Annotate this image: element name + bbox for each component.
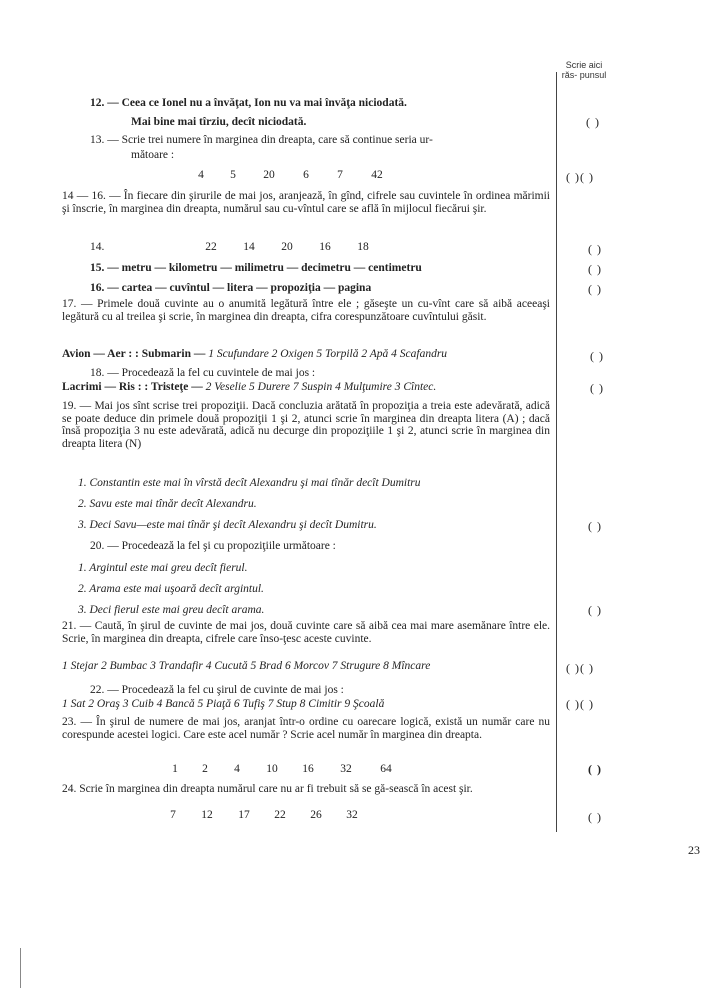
series-number: 4 xyxy=(234,763,240,775)
answer-slot-16[interactable]: ( ) xyxy=(588,282,602,296)
series-number: 7 xyxy=(170,809,176,821)
answer-slot-21[interactable]: ( )( ) xyxy=(566,661,594,675)
answer-slot-13[interactable]: ( )( ) xyxy=(566,170,594,184)
series-number: 26 xyxy=(310,809,322,821)
question-12: 12. — Ceea ce Ionel nu a învăţat, Ion nu va mai învăţa niciodată. xyxy=(90,97,407,109)
series-number: 7 xyxy=(337,169,343,181)
series-number: 64 xyxy=(380,763,392,775)
series-number: 22 xyxy=(274,809,286,821)
series-number: 5 xyxy=(230,169,236,181)
series-number: 32 xyxy=(340,763,352,775)
question-18: 18. — Procedează la fel cu cuvintele de mai jos : xyxy=(90,367,316,379)
question-22: 22. — Procedează la fel cu şirul de cuvinte de mai jos : xyxy=(90,684,344,696)
series-number: 42 xyxy=(371,169,383,181)
question-14-series xyxy=(192,240,382,254)
question-15: 15. — metru — kilometru — milimetru — decimetru — centimetru xyxy=(90,262,422,274)
series-number: 32 xyxy=(346,809,358,821)
analogy-options: 1 Scufundare 2 Oxigen 5 Torpilă 2 Apă 4 Scafandru xyxy=(208,348,448,360)
answer-slot-23[interactable]: ( ) xyxy=(588,762,602,776)
question-18-analogy xyxy=(62,380,436,394)
analogy-options: 2 Veselie 5 Durere 7 Suspin 4 Mulţumire 3 Cîntec. xyxy=(205,381,437,393)
question-24-series xyxy=(158,808,370,822)
series-number: 10 xyxy=(266,763,278,775)
question-19-statement-1: 1. Constantin este mai în vîrstă decît Alexandru şi mai tînăr decît Dumitru xyxy=(78,477,421,489)
answer-slot-15[interactable]: ( ) xyxy=(588,262,602,276)
question-20-statement-2: 2. Arama este mai uşoară decît argintul. xyxy=(78,583,264,595)
answer-slot-19[interactable]: ( ) xyxy=(588,519,602,533)
question-19-instructions: 19. — Mai jos sînt scrise trei propoziţii. Dacă concluzia arătată în propoziţia a treia este adevărată, adică se poate deduce din primele două propoziţii 1 şi 2, atunci scrie în marginea din dreapta litera (A) ; dacă însă propoziţia 3 nu este adevărată, adică nu decurge din propoziţiile 1 şi 2, atunci scrie în marginea din dreapta litera (N) xyxy=(62,400,550,450)
question-13-line2: mătoare : xyxy=(131,149,175,161)
question-21-instructions: 21. — Caută, în şirul de cuvinte de mai jos, două cuvinte care să aibă cea mai mare asemănare între ele. Scrie, în marginea din dreapta, cifrele care înso-ţesc aceste cuvinte. xyxy=(62,620,550,645)
series-number: 18 xyxy=(357,241,369,253)
series-number: 16 xyxy=(319,241,331,253)
series-number: 4 xyxy=(198,169,204,181)
question-20-statement-3: 3. Deci fierul este mai greu decît arama. xyxy=(78,604,265,616)
answer-column-header: Scrie aici răs- punsul xyxy=(561,60,607,80)
question-21-words: 1 Stejar 2 Bumbac 3 Trandafir 4 Cucută 5 Brad 6 Morcov 7 Strugure 8 Mîncare xyxy=(62,660,431,672)
answer-slot-20[interactable]: ( ) xyxy=(588,603,602,617)
question-23-series xyxy=(160,762,406,776)
question-20-statement-1: 1. Argintul este mai greu decît fierul. xyxy=(78,562,248,574)
answer-slot-18[interactable]: ( ) xyxy=(590,381,604,395)
series-number: 12 xyxy=(201,809,213,821)
series-number: 14 xyxy=(243,241,255,253)
question-24-instructions: 24. Scrie în marginea din dreapta numărul care nu ar fi trebuit să se gă-sească în acest şir. xyxy=(62,783,473,795)
question-12-proverb: Mai bine mai tîrziu, decît niciodată. xyxy=(131,116,307,128)
question-22-words: 1 Sat 2 Oraş 3 Cuib 4 Bancă 5 Piaţă 6 Tufiş 7 Stup 8 Cimitir 9 Şcoală xyxy=(62,698,385,710)
series-number: 20 xyxy=(263,169,275,181)
page-number: 23 xyxy=(688,843,700,857)
answer-slot-22[interactable]: ( )( ) xyxy=(566,697,594,711)
series-number: 1 xyxy=(172,763,178,775)
question-14-16-instructions: 14 — 16. — În fiecare din şirurile de mai jos, aranjează, în gînd, cifrele sau cuvintele în ordinea mărimii şi înscrie, în marginea din dreapta, numărul sau cu-vîntul care se află în mijlocul fiecărui şir. xyxy=(62,190,550,215)
analogy-lead: Lacrimi — Ris : : Tristeţe — xyxy=(62,381,203,393)
question-23-instructions: 23. — În şirul de numere de mai jos, aranjat într-o ordine cu oarecare logică, există un număr care nu corespunde acestei logici. Care este acel număr ? Scrie acel număr în marginea din dreapta. xyxy=(62,716,550,741)
question-19-statement-2: 2. Savu este mai tînăr decît Alexandru. xyxy=(78,498,257,510)
question-13-series xyxy=(185,168,397,182)
question-17-instructions: 17. — Primele două cuvinte au o anumită legătură între ele ; găseşte un cu-vînt care să aibă aceeaşi legătură cu al treilea şi scrie, în marginea din dreapta, cifra corespunzătoare cuvîntului găsit. xyxy=(62,298,550,323)
question-17-analogy xyxy=(62,347,447,361)
scan-edge-mark xyxy=(20,948,21,988)
series-number: 6 xyxy=(303,169,309,181)
series-number: 16 xyxy=(302,763,314,775)
series-number: 17 xyxy=(238,809,250,821)
question-20: 20. — Procedează la fel şi cu propoziţiile următoare : xyxy=(90,540,336,552)
question-19-statement-3: 3. Deci Savu—este mai tînăr şi decît Alexandru şi decît Dumitru. xyxy=(78,519,377,531)
question-16: 16. — cartea — cuvîntul — litera — propoziţia — pagina xyxy=(90,282,372,294)
question-14-label: 14. xyxy=(90,241,105,253)
answer-slot-24[interactable]: ( ) xyxy=(588,810,602,824)
series-number: 22 xyxy=(205,241,217,253)
series-number: 2 xyxy=(202,763,208,775)
answer-slot-14[interactable]: ( ) xyxy=(588,242,602,256)
answer-slot-12[interactable]: ( ) xyxy=(586,115,600,129)
question-13-line1: 13. — Scrie trei numere în marginea din dreapta, care să continue seria ur- xyxy=(90,134,433,146)
answer-slot-17[interactable]: ( ) xyxy=(590,349,604,363)
analogy-lead: Avion — Aer : : Submarin — xyxy=(62,348,206,360)
answer-column-divider xyxy=(556,72,557,832)
series-number: 20 xyxy=(281,241,293,253)
